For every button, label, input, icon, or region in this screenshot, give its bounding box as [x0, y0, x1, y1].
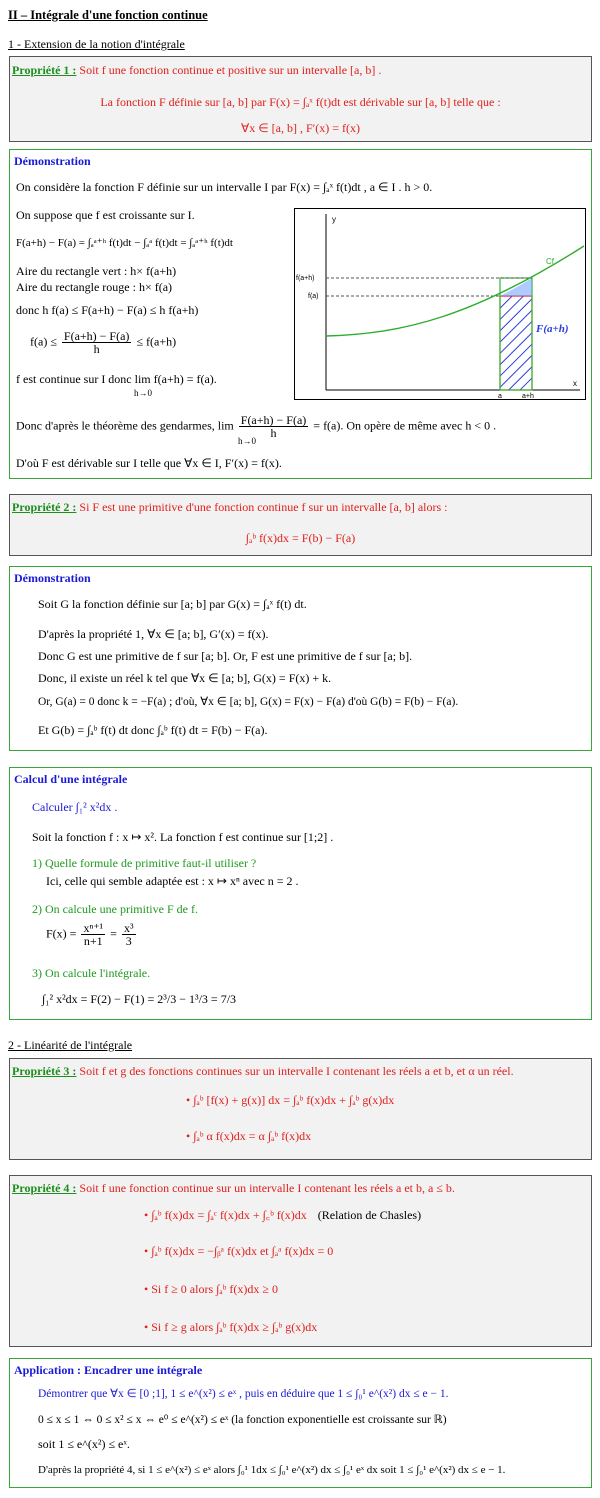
demo1-line-9-numerator: F(a+h) − F(a): [240, 413, 307, 427]
demo2-line-6: Et G(b) = ∫ₐᵇ f(t) dt donc ∫ₐᵇ f(t) dt = F(b) − F(a).: [38, 723, 268, 737]
property-4-box: [9, 1175, 592, 1347]
property-3-text: Soit f et g des fonctions continues sur un intervalle I contenant les réels a et b, et α un réel.: [79, 1064, 514, 1078]
property-2-box: [9, 494, 592, 556]
demo2-line-5: Or, G(a) = 0 donc k = −F(a) ; d'où, ∀x ∈ [a; b], G(x) = F(x) − F(a) d'où G(b) = F(b) − F(a).: [38, 696, 459, 708]
graph-x-label: x: [573, 379, 577, 388]
demo1-line-9-limit: h→0: [238, 436, 256, 446]
property-4-chasles-note: (Relation de Chasles): [317, 1208, 422, 1222]
graph-fah-label: f(a+h): [296, 275, 315, 282]
calculation-statement: Calculer ∫₁² x²dx .: [32, 800, 118, 814]
calculation-answer-2: [46, 922, 138, 947]
calculation-box: [9, 767, 592, 1020]
property-1-text: Soit f une fonction continue et positive sur un intervalle [a, b] .: [79, 63, 382, 77]
demo2-line-2: D'après la propriété 1, ∀x ∈ [a; b], G′(x) = f(x).: [38, 627, 269, 641]
graph-fa-label: f(a): [308, 293, 319, 300]
graph-y-label: y: [332, 215, 336, 224]
calc-frac1-den: n+1: [83, 934, 103, 948]
property-4-text: Soit f une fonction continue sur un intervalle I contenant les réels a et b, a ≤ b.: [79, 1181, 455, 1195]
demo1-line-1: On considère la fonction F définie sur un intervalle I par F(x) = ∫ₐˣ f(t)dt , a ∈ I . h > 0.: [16, 180, 433, 194]
calculation-function: Soit la fonction f : x ↦ x². La fonction f est continue sur [1;2] .: [32, 830, 334, 844]
demo1-ineq-numerator: F(a+h) − F(a): [63, 329, 130, 343]
demo1-line-8-limit: h→0: [134, 388, 152, 398]
calculation-answer-3: ∫₁² x²dx = F(2) − F(1) = 2³/3 − 1³/3 = 7/3: [42, 992, 237, 1006]
demo2-line-3: Donc G est une primitive de f sur [a; b]. Or, F est une primitive de f sur [a; b].: [38, 649, 413, 663]
property-2-text: Si F est une primitive d'une fonction continue f sur un intervalle [a, b] alors :: [79, 500, 448, 514]
graph-a-label: a: [498, 393, 502, 400]
demo1-graph: [294, 208, 586, 400]
application-line-2: 0 ≤ x ≤ 1 ⇔ 0 ≤ x² ≤ x ⇔ e⁰ ≤ e^(x²) ≤ eˣ (la fonction exponentielle est croissante sur ℝ): [38, 1414, 447, 1426]
subsection-title-2: 2 - Linéarité de l'intégrale: [8, 1038, 133, 1052]
graph-Fah-label: F(a+h): [536, 323, 569, 335]
calculation-question-3: 3) On calcule l'intégrale.: [32, 966, 151, 980]
demo2-line-1: Soit G la fonction définie sur [a; b] par G(x) = ∫ₐˣ f(t) dt.: [38, 597, 307, 611]
graph-cf-label: Cf: [546, 257, 554, 266]
application-statement: Démontrer que ∀x ∈ [0 ;1], 1 ≤ e^(x²) ≤ eˣ , puis en déduire que 1 ≤ ∫₀¹ e^(x²) dx ≤ e − 1.: [38, 1388, 449, 1400]
demo1-line-9-start: Donc d'après le théorème des gendarmes, lim: [16, 418, 234, 433]
demo1-line-5: Aire du rectangle rouge : h× f(a): [16, 280, 173, 294]
calculation-question-1: 1) Quelle formule de primitive faut-il utiliser ?: [32, 856, 257, 870]
property-1-definition: La fonction F définie sur [a, b] par F(x) = ∫ₐˣ f(t)dt est dérivable sur [a, b] telle que :: [100, 95, 501, 109]
property-3-label: Propriété 3 :: [12, 1064, 77, 1078]
demo1-line-4: Aire du rectangle vert : h× f(a+h): [16, 264, 177, 278]
calc-frac2-num: x³: [123, 921, 134, 935]
section-title: II – Intégrale d'une fonction continue: [8, 8, 208, 22]
calculation-title: Calcul d'une intégrale: [14, 772, 128, 786]
calculation-answer-1: Ici, celle qui semble adaptée est : x ↦ xⁿ avec n = 2 .: [46, 874, 299, 888]
property-3-formula-2: • ∫ₐᵇ α f(x)dx = α ∫ₐᵇ f(x)dx: [186, 1129, 312, 1143]
property-2-formula: ∫ₐᵇ f(x)dx = F(b) − F(a): [245, 531, 356, 545]
demo1-line-9-end: = f(a). On opère de même avec h < 0 .: [313, 418, 497, 433]
property-4-formula-1: • ∫ₐᵇ f(x)dx = ∫ₐᶜ f(x)dx + ∫꜀ᵇ f(x)dx: [144, 1208, 307, 1222]
calculation-question-2: 2) On calcule une primitive F de f.: [32, 902, 198, 916]
application-box: [9, 1358, 592, 1488]
demo1-ineq-denominator: h: [93, 342, 100, 356]
subsection-title-1: 1 - Extension de la notion d'intégrale: [8, 37, 185, 51]
demo1-line-9-denominator: h: [270, 426, 277, 440]
demo2-line-4: Donc, il existe un réel k tel que ∀x ∈ [a; b], G(x) = F(x) + k.: [38, 671, 332, 685]
demo1-line-10: D'où F est dérivable sur I telle que ∀x ∈ I, F′(x) = f(x).: [16, 456, 282, 470]
property-4-label: Propriété 4 :: [12, 1181, 77, 1195]
demo1-line-3: F(a+h) − F(a) = ∫ₐᵃ⁺ʰ f(t)dt − ∫ₐᵃ f(t)dt = ∫ₐᵃ⁺ʰ f(t)dt: [16, 237, 233, 249]
demo1-inequality: [30, 330, 176, 355]
calc-F-label: F(x) =: [46, 926, 77, 941]
application-title: Application : Encadrer une intégrale: [14, 1363, 203, 1377]
demo1-ineq-right: ≤ f(a+h): [136, 334, 177, 349]
property-1-label: Propriété 1 :: [12, 63, 77, 77]
demo1-line-6: donc h f(a) ≤ F(a+h) − F(a) ≤ h f(a+h): [16, 303, 199, 317]
property-3-formula-1: • ∫ₐᵇ [f(x) + g(x)] dx = ∫ₐᵇ f(x)dx + ∫ₐᵇ g(x)dx: [186, 1093, 395, 1107]
property-1-result: ∀x ∈ [a, b] , F′(x) = f(x): [240, 121, 361, 135]
property-2-label: Propriété 2 :: [12, 500, 77, 514]
red-rectangle: [500, 296, 532, 390]
demonstration-2-title: Démonstration: [14, 571, 91, 585]
demo1-line-9: [16, 414, 496, 439]
property-4-formula-2: • ∫ₐᵇ f(x)dx = −∫ᵦᵃ f(x)dx et ∫ₐᵃ f(x)dx = 0: [144, 1244, 334, 1258]
calc-frac1-num: xⁿ⁺¹: [83, 921, 104, 935]
demonstration-1-title: Démonstration: [14, 154, 91, 168]
property-4-formula-4: • Si f ≥ g alors ∫ₐᵇ f(x)dx ≥ ∫ₐᵇ g(x)dx: [144, 1320, 318, 1334]
application-line-4: D'après la propriété 4, si 1 ≤ e^(x²) ≤ eˣ alors ∫₀¹ 1dx ≤ ∫₀¹ e^(x²) dx ≤ ∫₀¹ eˣ dx soit 1 ≤ ∫₀¹ e^(x²) dx ≤ e − 1.: [38, 1464, 506, 1476]
demo1-line-2: On suppose que f est croissante sur I.: [16, 208, 195, 222]
demonstration-2-box: [9, 566, 592, 751]
calc-equals: =: [110, 926, 117, 941]
calc-frac2-den: 3: [125, 934, 132, 948]
graph-ah-label: a+h: [522, 393, 534, 400]
application-line-3: soit 1 ≤ e^(x²) ≤ eˣ.: [38, 1437, 130, 1451]
demo1-line-8: f est continue sur I donc lim f(a+h) = f(a).: [16, 372, 217, 386]
property-3-box: [9, 1058, 592, 1160]
property-4-formula-3: • Si f ≥ 0 alors ∫ₐᵇ f(x)dx ≥ 0: [144, 1282, 278, 1296]
demo1-ineq-left: f(a) ≤: [30, 334, 57, 349]
demonstration-1-box: [9, 149, 592, 479]
property-1-box: [9, 56, 592, 142]
